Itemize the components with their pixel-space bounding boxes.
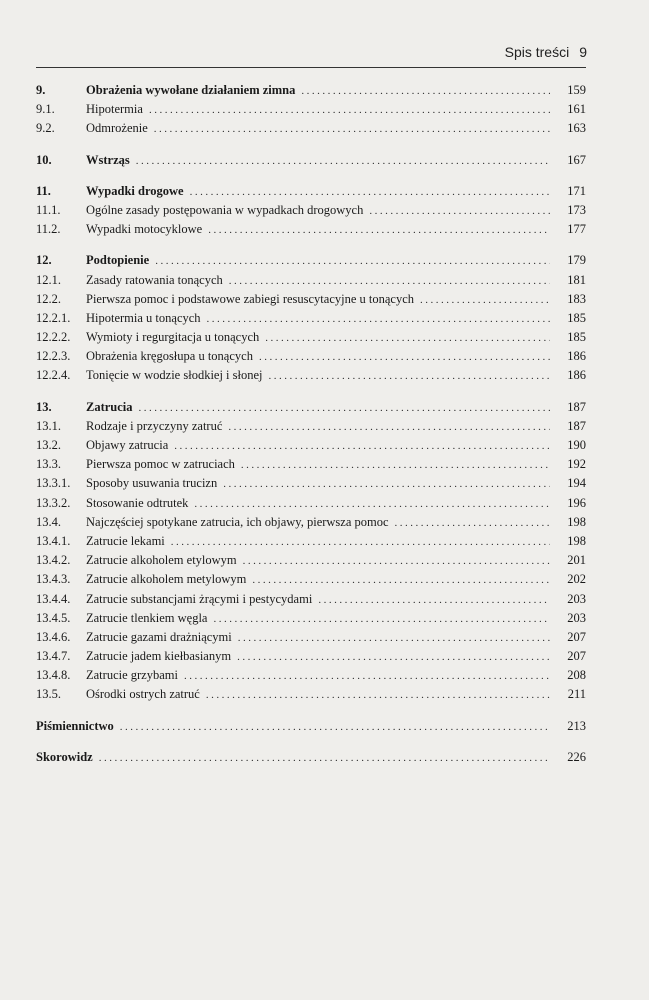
toc-entry-title: Piśmiennictwo bbox=[36, 718, 114, 733]
toc-entry-page: 167 bbox=[567, 152, 586, 167]
toc-leader-dots bbox=[184, 670, 550, 682]
toc-entry-page: 190 bbox=[567, 438, 586, 452]
toc-entry-page: 196 bbox=[567, 495, 586, 510]
toc-entry-title: Zatrucie jadem kiełbasianym bbox=[86, 649, 232, 664]
toc-leader-dots bbox=[265, 332, 550, 344]
toc-entry bbox=[36, 719, 586, 738]
toc-entry bbox=[36, 368, 586, 387]
toc-entry bbox=[36, 611, 586, 630]
toc-entry-title: Pierwsza pomoc i podstawowe zabiegi resuscytacyjne u tonących bbox=[86, 291, 415, 306]
running-header bbox=[505, 44, 587, 60]
toc-entry-page: 187 bbox=[567, 399, 586, 414]
toc-entry-page: 185 bbox=[567, 330, 586, 345]
toc-entry-number: 13.5. bbox=[36, 687, 61, 702]
toc-leader-dots bbox=[252, 574, 550, 586]
toc-entry bbox=[36, 102, 586, 121]
toc-leader-dots bbox=[269, 370, 550, 382]
toc-entry-number: 13.4.4. bbox=[36, 591, 71, 606]
toc-leader-dots bbox=[237, 651, 550, 663]
toc-leader-dots bbox=[369, 205, 550, 217]
toc-entry-number: 13.4.1. bbox=[36, 533, 71, 548]
toc-section bbox=[36, 253, 586, 387]
toc-leader-dots bbox=[238, 632, 550, 644]
toc-entry-number: 13.2. bbox=[36, 438, 61, 452]
toc-leader-dots bbox=[208, 224, 550, 236]
toc-leader-dots bbox=[420, 294, 550, 306]
toc-entry-number: 11.1. bbox=[36, 202, 61, 217]
toc-entry-number: 11. bbox=[36, 183, 51, 198]
toc-section bbox=[36, 750, 586, 769]
toc-entry-title: Wypadki drogowe bbox=[86, 183, 184, 198]
toc-leader-dots bbox=[207, 313, 550, 325]
toc-entry-page: 186 bbox=[567, 368, 586, 383]
toc-entry-title: Obrażenia wywołane działaniem zimna bbox=[86, 83, 296, 97]
toc-entry-number: 13.1. bbox=[36, 418, 61, 433]
toc-section bbox=[36, 184, 586, 242]
toc-entry-title: Podtopienie bbox=[86, 253, 150, 268]
toc-leader-dots bbox=[155, 255, 550, 267]
toc-entry-number: 12.2.4. bbox=[36, 368, 71, 383]
toc-entry bbox=[36, 330, 586, 349]
toc-leader-dots bbox=[174, 440, 550, 452]
toc-entry bbox=[36, 687, 586, 706]
toc-section bbox=[36, 719, 586, 738]
toc-entry-page: 179 bbox=[567, 253, 586, 268]
toc-leader-dots bbox=[301, 85, 550, 97]
toc-entry-title: Ośrodki ostrych zatruć bbox=[86, 687, 200, 702]
table-of-contents bbox=[36, 83, 586, 781]
toc-leader-dots bbox=[206, 689, 550, 701]
toc-entry-title: Wypadki motocyklowe bbox=[86, 222, 203, 237]
toc-entry-title: Zatrucia bbox=[86, 399, 133, 414]
toc-entry-page: 194 bbox=[567, 476, 586, 491]
toc-entry-title: Ogólne zasady postępowania w wypadkach drogowych bbox=[86, 202, 364, 217]
toc-entry-number: 13.3.1. bbox=[36, 476, 71, 491]
toc-entry bbox=[36, 153, 586, 172]
toc-entry-title: Sposoby usuwania trucizn bbox=[86, 476, 218, 491]
toc-entry-title: Hipotermia bbox=[86, 102, 143, 117]
toc-entry-number: 13.4.7. bbox=[36, 649, 71, 664]
toc-leader-dots bbox=[213, 613, 550, 625]
toc-entry bbox=[36, 121, 586, 140]
toc-entry-title: Tonięcie w wodzie słodkiej i słonej bbox=[86, 368, 263, 383]
toc-entry-number: 13.3. bbox=[36, 457, 61, 472]
toc-entry bbox=[36, 419, 586, 438]
toc-entry-page: 187 bbox=[567, 418, 586, 433]
toc-entry-title: Najczęściej spotykane zatrucia, ich objawy, pierwsza pomoc bbox=[86, 514, 389, 529]
toc-entry bbox=[36, 184, 586, 203]
toc-entry-number: 12.2.3. bbox=[36, 349, 71, 364]
toc-entry-number: 12.1. bbox=[36, 272, 61, 287]
header-page-number: 9 bbox=[579, 44, 587, 60]
toc-leader-dots bbox=[259, 351, 550, 363]
toc-entry-page: 198 bbox=[567, 533, 586, 548]
toc-entry-title: Obrażenia kręgosłupa u tonących bbox=[86, 349, 253, 364]
toc-entry-page: 203 bbox=[567, 610, 586, 625]
toc-leader-dots bbox=[318, 594, 550, 606]
toc-entry-number: 9.2. bbox=[36, 121, 55, 136]
toc-entry bbox=[36, 476, 586, 495]
toc-entry-number: 13.4.6. bbox=[36, 629, 71, 644]
toc-entry-title: Objawy zatrucia bbox=[86, 438, 169, 452]
toc-entry-title: Rodzaje i przyczyny zatruć bbox=[86, 418, 223, 433]
toc-entry-number: 13.4.2. bbox=[36, 553, 71, 568]
toc-section bbox=[36, 153, 586, 172]
toc-entry-page: 211 bbox=[567, 687, 586, 702]
toc-entry-title: Wymioty i regurgitacja u tonących bbox=[86, 330, 260, 345]
toc-entry-title: Zatrucie alkoholem metylowym bbox=[86, 572, 247, 587]
toc-entry bbox=[36, 515, 586, 534]
toc-entry-title: Zatrucie gazami drażniącymi bbox=[86, 629, 232, 644]
toc-entry-page: 161 bbox=[567, 102, 586, 117]
toc-entry bbox=[36, 457, 586, 476]
toc-entry-page: 208 bbox=[567, 668, 586, 683]
toc-entry-title: Zatrucie grzybami bbox=[86, 668, 178, 683]
toc-entry bbox=[36, 668, 586, 687]
toc-section bbox=[36, 400, 586, 707]
toc-leader-dots bbox=[241, 459, 550, 471]
toc-entry-page: 198 bbox=[567, 514, 586, 529]
toc-entry-page: 203 bbox=[567, 591, 586, 606]
toc-entry-title: Odmrożenie bbox=[86, 121, 148, 136]
toc-entry-page: 207 bbox=[567, 649, 586, 664]
toc-entry-title: Zatrucie alkoholem etylowym bbox=[86, 553, 237, 568]
toc-entry-title: Hipotermia u tonących bbox=[86, 310, 201, 325]
toc-entry-title: Pierwsza pomoc w zatruciach bbox=[86, 457, 235, 472]
toc-leader-dots bbox=[149, 104, 550, 116]
toc-leader-dots bbox=[136, 155, 550, 167]
toc-entry bbox=[36, 400, 586, 419]
toc-entry-title: Skorowidz bbox=[36, 749, 93, 764]
toc-entry bbox=[36, 311, 586, 330]
toc-entry-page: 171 bbox=[567, 183, 586, 198]
toc-leader-dots bbox=[99, 752, 550, 764]
toc-entry bbox=[36, 649, 586, 668]
toc-entry bbox=[36, 349, 586, 368]
toc-entry bbox=[36, 83, 586, 102]
toc-entry-number: 13.4.5. bbox=[36, 610, 71, 625]
toc-entry bbox=[36, 496, 586, 515]
toc-entry-page: 186 bbox=[567, 349, 586, 364]
toc-entry-page: 185 bbox=[567, 310, 586, 325]
toc-entry-number: 10. bbox=[36, 152, 52, 167]
toc-leader-dots bbox=[171, 536, 550, 548]
toc-section bbox=[36, 83, 586, 141]
toc-entry-number: 12. bbox=[36, 253, 52, 268]
toc-entry-page: 202 bbox=[567, 572, 586, 587]
toc-entry bbox=[36, 553, 586, 572]
toc-entry-number: 13. bbox=[36, 399, 52, 414]
toc-entry-page: 173 bbox=[567, 202, 586, 217]
toc-entry-page: 226 bbox=[567, 749, 586, 764]
toc-entry-number: 13.4. bbox=[36, 514, 61, 529]
toc-entry bbox=[36, 534, 586, 553]
toc-entry-title: Zatrucie tlenkiem węgla bbox=[86, 610, 208, 625]
toc-entry-page: 213 bbox=[567, 718, 586, 733]
toc-entry-number: 13.3.2. bbox=[36, 495, 71, 510]
toc-entry bbox=[36, 292, 586, 311]
toc-entry-number: 9.1. bbox=[36, 102, 55, 117]
toc-entry-title: Zatrucie substancjami żrącymi i pestycydami bbox=[86, 591, 313, 606]
toc-entry bbox=[36, 592, 586, 611]
toc-leader-dots bbox=[243, 555, 550, 567]
toc-entry-number: 9. bbox=[36, 83, 46, 97]
toc-leader-dots bbox=[229, 275, 550, 287]
toc-leader-dots bbox=[223, 478, 550, 490]
toc-entry-title: Wstrząs bbox=[86, 152, 130, 167]
toc-entry bbox=[36, 273, 586, 292]
toc-leader-dots bbox=[190, 186, 550, 198]
toc-entry-number: 12.2.2. bbox=[36, 330, 71, 345]
header-rule bbox=[36, 67, 586, 68]
toc-entry-number: 11.2. bbox=[36, 222, 61, 237]
toc-entry-title: Zatrucie lekami bbox=[86, 533, 165, 548]
toc-entry-title: Stosowanie odtrutek bbox=[86, 495, 189, 510]
toc-leader-dots bbox=[194, 498, 550, 510]
toc-entry bbox=[36, 203, 586, 222]
toc-entry bbox=[36, 438, 586, 457]
header-title: Spis treści bbox=[504, 44, 570, 60]
toc-leader-dots bbox=[120, 721, 550, 733]
toc-entry-number: 13.4.3. bbox=[36, 572, 71, 587]
toc-entry-page: 163 bbox=[567, 121, 586, 136]
toc-entry-page: 192 bbox=[567, 457, 586, 472]
toc-entry-page: 207 bbox=[567, 629, 586, 644]
toc-leader-dots bbox=[228, 421, 550, 433]
toc-leader-dots bbox=[395, 517, 550, 529]
toc-entry bbox=[36, 222, 586, 241]
toc-entry bbox=[36, 253, 586, 272]
toc-entry-page: 177 bbox=[567, 222, 586, 237]
toc-entry bbox=[36, 630, 586, 649]
toc-entry-title: Zasady ratowania tonących bbox=[86, 272, 223, 287]
toc-entry-page: 201 bbox=[567, 553, 586, 568]
toc-leader-dots bbox=[139, 402, 550, 414]
toc-entry-number: 13.4.8. bbox=[36, 668, 71, 683]
toc-entry-page: 159 bbox=[567, 83, 586, 97]
toc-entry bbox=[36, 750, 586, 769]
toc-leader-dots bbox=[154, 123, 550, 135]
toc-entry-number: 12.2.1. bbox=[36, 310, 71, 325]
toc-entry-page: 181 bbox=[567, 272, 586, 287]
toc-entry-number: 12.2. bbox=[36, 291, 61, 306]
toc-entry bbox=[36, 572, 586, 591]
toc-entry-page: 183 bbox=[567, 291, 586, 306]
